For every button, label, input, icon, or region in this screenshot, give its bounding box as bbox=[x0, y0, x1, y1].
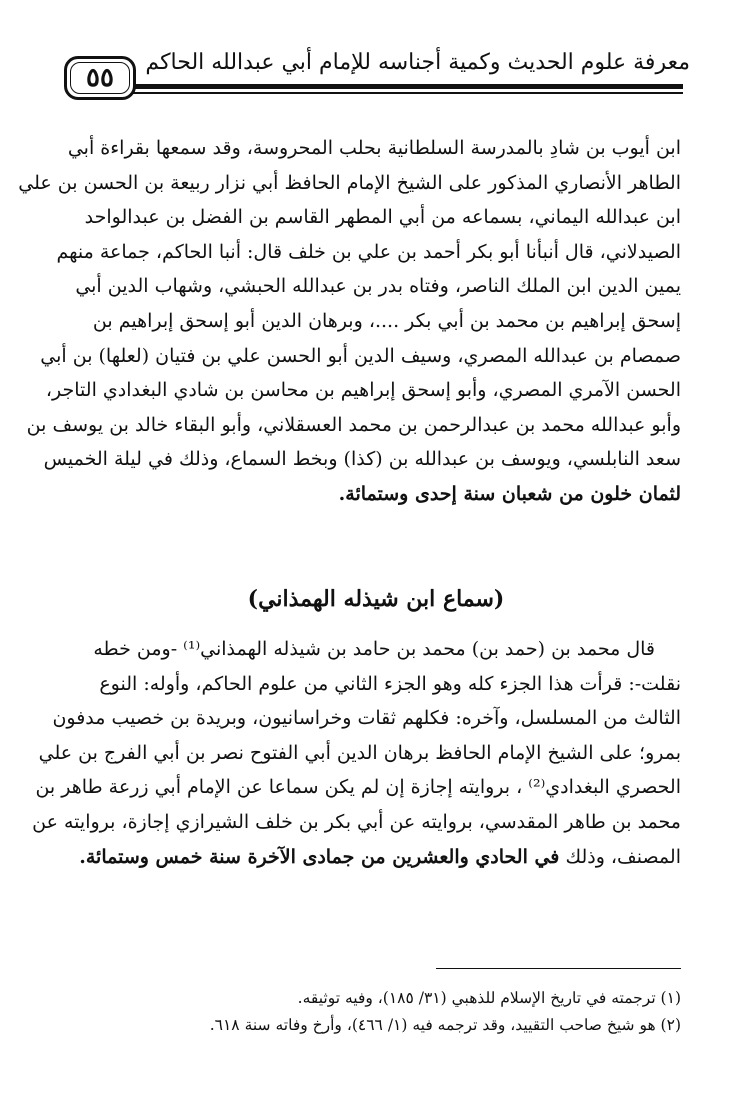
text-line: الثالث من المسلسل، وآخره: فكلهم ثقات وخراسانيون، وبريدة بن خصيب مدفون bbox=[52, 707, 681, 730]
footnotes bbox=[71, 985, 681, 1039]
text-line-bold: لثمان خلون من شعبان سنة إحدى وستمائة. bbox=[338, 482, 681, 505]
section-heading: (سماع ابن شيذله الهمذاني) bbox=[247, 586, 505, 612]
text-bold: في الحادي والعشرين من جمادى الآخرة سنة خمس وستمائة. bbox=[79, 845, 560, 868]
text-line: إسحق إبراهيم بن محمد بن أبي بكر ....، وبرهان الدين أبو إسحق إبراهيم بن bbox=[92, 309, 681, 332]
text-line: ابن عبدالله اليماني، بسماعه من أبي المطهر القاسم بن الفضل بن عبدالواحد bbox=[84, 206, 681, 229]
paragraph-1 bbox=[18, 131, 681, 512]
text-line: الحسن الآمري المصري، وأبو إسحق إبراهيم بن محاسن بن شادي البغدادي التاجر، bbox=[45, 379, 681, 402]
header-rule-thin bbox=[100, 92, 683, 94]
text-line: الحصري البغدادي⁽²⁾ ، بروايته إجازة إن لم يكن سماعا عن الإمام أبي زرعة طاهر بن bbox=[35, 776, 681, 799]
header-rule bbox=[100, 84, 683, 89]
text-line: سعد النابلسي، ويوسف بن عبدالله بن (كذا) وبخط السماع، وذلك في ليلة الخميس bbox=[43, 448, 681, 471]
footnote-2: (٢) هو شيخ صاحب التقييد، وقد ترجمه فيه (١/ ٤٦٦)، وأرخ وفاته سنة ٦١٨. bbox=[209, 1016, 681, 1034]
text-line: بمرو؛ على الشيخ الإمام الحافظ برهان الدين أبي الفتوح نصر بن أبي الفرج بن علي bbox=[38, 741, 681, 764]
footnote-separator bbox=[436, 968, 681, 969]
text-line: صمصام بن عبدالله المصري، وسيف الدين أبو الحسن علي بن فتيان (لعلها) بن أبي bbox=[40, 344, 681, 367]
page-number: ٥٥ bbox=[64, 56, 136, 100]
text-line: ابن أيوب بن شادِ بالمدرسة السلطانية بحلب المحروسة، وقد سمعها بقراءة أبي bbox=[67, 137, 681, 159]
text-line: الطاهر الأنصاري المذكور على الشيخ الإمام الحافظ أبي نزار ربيعة بن الحسن بن علي bbox=[18, 171, 681, 194]
text-line-indented: قال محمد بن (حمد بن) محمد بن حامد بن شيذله الهمذاني⁽¹⁾ -ومن خطه bbox=[93, 638, 655, 660]
footnote-1: (١) ترجمته في تاريخ الإسلام للذهبي (٣١/ ١٨٥)، وفيه توثيقه. bbox=[297, 989, 681, 1007]
running-header-title: معرفة علوم الحديث وكمية أجناسه للإمام أبي عبدالله الحاكم bbox=[145, 50, 690, 75]
text-line: يمين الدين ابن الملك الناصر، وفتاه بدر بن عبدالله الحبشي، وشهاب الدين أبي bbox=[75, 275, 681, 298]
text-line-last bbox=[71, 840, 681, 875]
paragraph-2 bbox=[32, 632, 681, 874]
text-line: الصيدلاني، قال أنبأنا أبو بكر أحمد بن علي بن خلف قال: أنبا الحاكم، جماعة منهم bbox=[56, 240, 681, 263]
text-line: وأبو عبدالله محمد بن عبدالرحمن بن محمد العسقلاني، وأبو البقاء خالد بن يوسف بن bbox=[26, 413, 681, 436]
text-plain: المصنف، وذلك bbox=[559, 845, 681, 868]
text-line: محمد بن طاهر المقدسي، بروايته عن أبي بكر بن خلف الشيرازي إجازة، بروايته عن bbox=[32, 810, 681, 833]
text-line: نقلت-: قرأت هذا الجزء كله وهو الجزء الثاني من علوم الحاكم، وأوله: النوع bbox=[99, 672, 681, 695]
